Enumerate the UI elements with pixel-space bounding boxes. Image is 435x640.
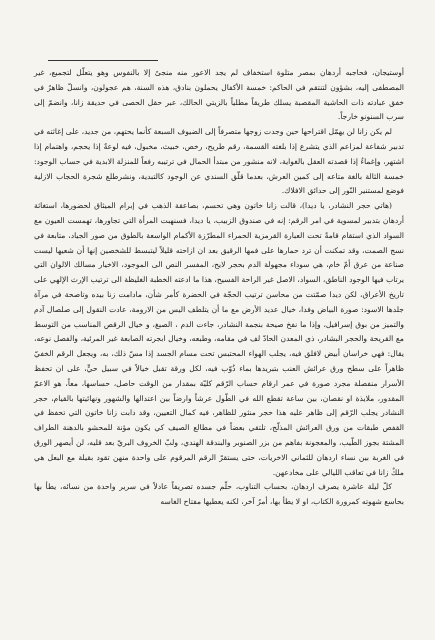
paragraph-4: كلّ ليلة عاشرة يصرف اردهان، بحساب التناوب، حلّم جسده تصريفاً عادلاً في سرير واحدة من نسائه، يطأ بها بحاسع شهوته كمرورة الكتاب، او لا يطأ بها، أمرٌ آخر، لكنه يعطيها مفتاح الغاسه xyxy=(34,482,404,507)
body-text xyxy=(34,66,404,510)
paragraph-1: أوستيجان، فحاجبه أردهان بمصر متلوة استخفاف لم يجد الاعور منه منجىً إلا بالنفوس وهو يتعلّل لتجميع، غير المصطفى إليه، بشؤون لتنتقم في الحاكم: خمسة الأكفال يحملون بنادق، هذه السنة، هم عجولون، وانسلّ ظاهرٌ في خفق عبادته ذات الحاشية المقصبة يسلك طريقاً مطلياً بالزيتي الحالك، عبر حقل الحصى في حديقة زانا، وانضمّ إلى سرب السنونو خارجاً. xyxy=(34,68,404,122)
paragraph-2: لم يكن زانا لن يهمّل اقتراحها حين وجدت زوجها متصرفاً إلى الضيوف السبعة كأنما يحتهم، من جديد، على إغاثته في تدبير شفاعة لمزاعم الذي يتشرع إذا بلغته القسمة، رقم طريح، رخص، خبيث، مخبول، فيه لوعةٌ إذا يحجم، واهتمام إذا اشتهر، وإغماءٌ إذا قصدته العقل بالغواية، لانه منشور من مبتدأ الحمال في ترتيبه رفعاً للمنزلة الابدية في حساب الوجود: خمسة الثالة بالغة متاعه إلى كمين العرش، بعدما قلّق السندي عن الوجود كالتبدية، ونشرطلع شجرة الحجاب الازلية فوضع لمستنير النّور إلى حدائق الافلاك. xyxy=(34,127,404,196)
paragraph-3: (هاتي حجر النشادر، يا ديدا)، قالت زانا خاتون وهي تحسم، بصاعقة الذهب في إبرام الميثاق لحضورها، استغاثة أردهان بتدبير لمسوية في امر الرقم: إنه في صندوق الزبيب، يا ديدا، فسنهبت المرأة التي تجاورها، تهمست العيون مع السواد الذي استقام قامةً تحت العبارة القرمزية الحمراء المطرّزة الأكمام الواسعة بالطوق من صور الجياد، متابعة في نسج الصمت، وقد تمكنت أن ترد حمارها على فمها الرقيق بعد ان ازاحته قليلاً ليتبسط للشخصين إنها أن شعيها ليست صناعة من عرق أمّ خام، هي سوداء مجهولة الدم بحجر لايح، المفسر النص الى الموجود، الاخيار مسالك الالوان التي يرتاب فيها الوجود الناطق، السواد، الاصل غير الراحة الفسيح، هذا ما ادعته الخطبة الغليظة الى ترتيب الإرث الإلهي على تاريخ الأعراق، لكن ديدا صمّتت من محاسن ترتيب الحجّة في الحضرة كأمر شأن، مادامت زنا بيده وتاصحة في مرآة جلدها الاسود: صورة البياض وفدا، خيال عديد الأرض مع ما أن يتلطف اليس من الارومة، عادت النقول إلى صلصال آدم والتميز من بوق إسرافيل، وإذا ما نفخ صيحة بنجمة النشادر، جاءت الدم ، الصبغ، و خيال الرقص المناسب من التوسط مع القريحة والحجر البشادر، ذي المعدن الحادّ لف في مقامه، وطبعه، وخيال ابجرته الصابعة غير المرئية، والفصل نوعه، يقال: فهي خراسان أبيض لافلق فيه، يجلب الهواء المحتبس تحت مسام الجسد إذا مسّ ذلك، به، ويجعل الرقم الخفيّ ظاهراً على سطح ورق عرائش العنب بتبريدها بماء ذُوّب فيه، لكل ورقة تقبل خيالاً في سبيل حيٍّ، على ان تحفظ الأسرار منفصلة مجرد صورة في عمر ارقام حساب الرّقم كليّة بمقدار من الوقت حاصل، حساسها، معاً، هو الاعمّ المقدور، ملايذة او نقصان، بين ساعة تقطع الله في الطّول عرشاً وارضاً بين اعتدالها والشهور ونهائيتها بالقيام، حجر النشادر يجلب الرّقم إلى ظاهر عليه هذا حجر منثور للظاهر، فيه كمال التعيين، وقد دابت زانا خاتون التي تحفظ في القفص طبقات من ورق العرائش المذلّج، تلتقي بعضاً في مطالع الصيف كي يكون مؤنة للمحشو بالدهنة الطراف المشتة بجوز الطّيب، والمعجونة بفاهم من بزر الصنوبر والبندقة الهندي، ولبّ الخروف البريّ بعد قليه، لن أيصهر الورق في الغربة بين نساء اردهان للثماني الاخريات، حتى يستقرّ الرقم المرقوم على واحدة منهن تقود بقيلة مع البعل هي ملكٌ زانا في تعاقب الليالي على مخادعهن. xyxy=(34,201,404,477)
header-rule xyxy=(48,60,158,61)
